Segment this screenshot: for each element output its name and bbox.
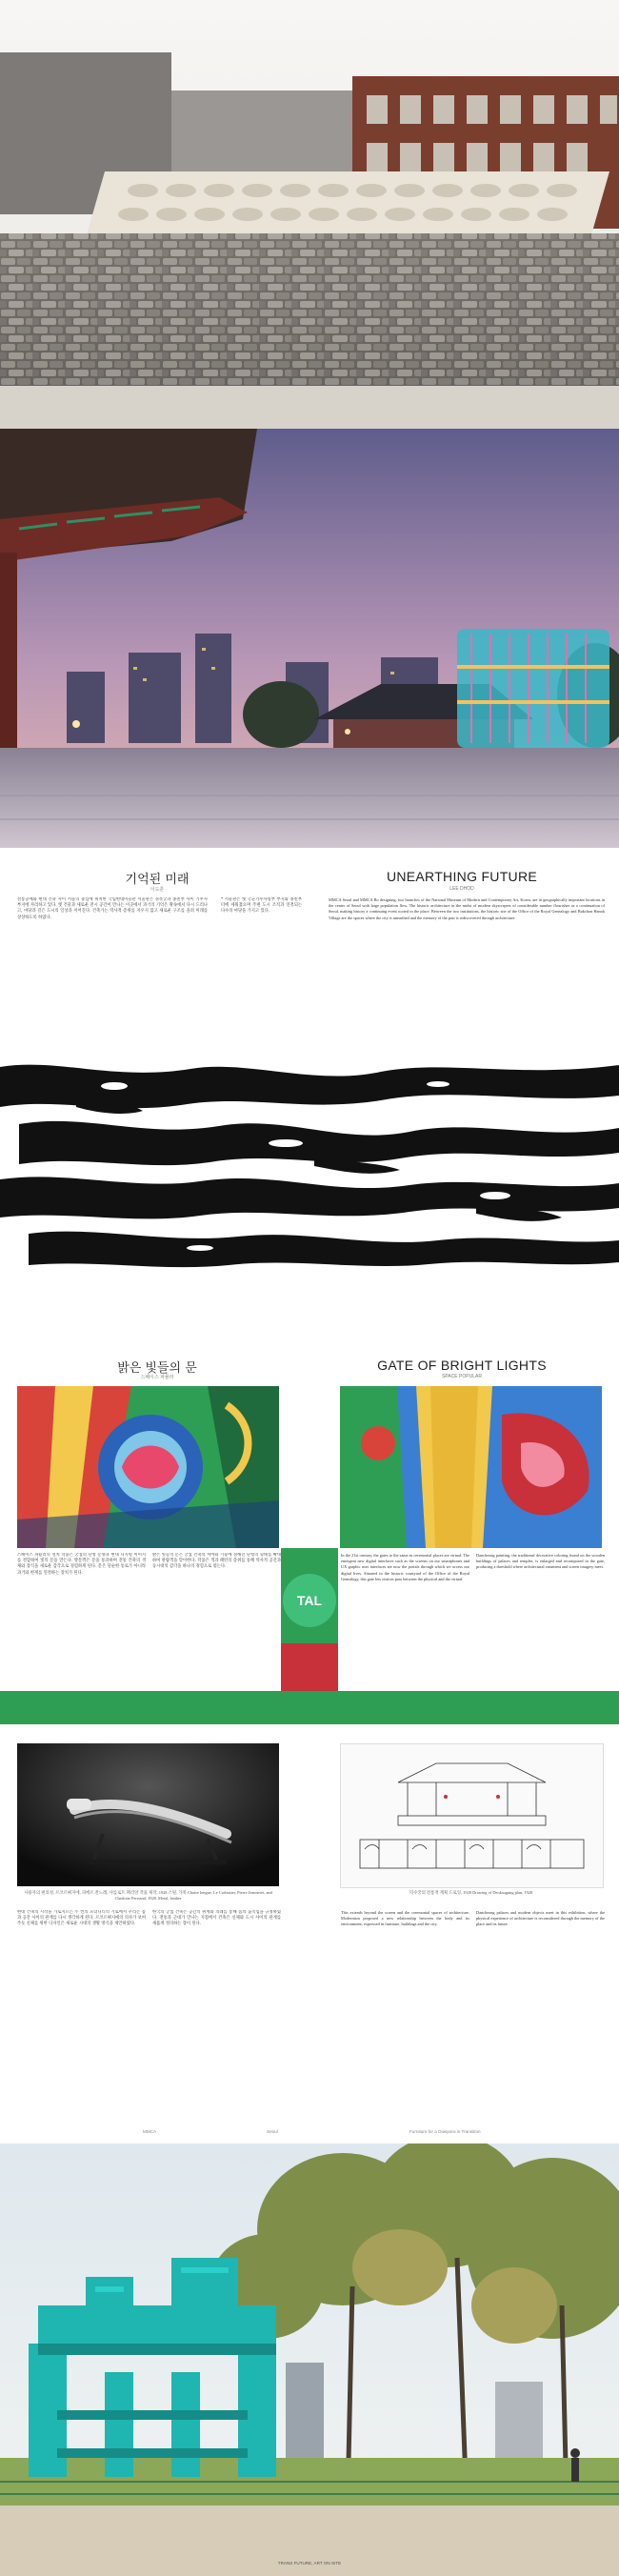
ko-body-chaise-right: 한국의 궁궐 건축은 공간의 위계와 의례를 통해 몸의 움직임을 규정하였다. 전통과 근대가 만나는 지점에서 건축은 신체와 도시 사이의 관계를 새롭게 정의하는 장이 된다. <box>152 1910 281 1927</box>
en-byline: LEE DHOD <box>449 886 474 892</box>
en-body-gate-left: In the 21st century, the gates to the same as ceremonial places are virtual. The emergent new digital interfaces such as the screens on our smartphones and UX graphic user interfaces are now the portals through which we access our digital lives. Situated in the historic courtyard of the Office of the Royal Genealogy, this gate lets visitors pass between the physical and the virtual. <box>341 1553 469 1581</box>
ko-byline: 이도훈 <box>150 887 165 893</box>
ko-title-unearthing-future: 기억된 미래 <box>125 873 190 887</box>
dancheong-image-right <box>340 1386 602 1548</box>
tal-graphic <box>281 1548 338 1691</box>
folio-left: MMCA <box>143 2129 157 2134</box>
folio-right: Furniture for a Diaspora in Transition <box>409 2129 481 2134</box>
palace-drawing-graphic <box>341 1744 603 1887</box>
photo-teal-sculpture-park <box>0 2143 619 2576</box>
gate-bottom-strip <box>0 1691 619 1724</box>
brush-stroke-artwork <box>0 1057 619 1272</box>
spread-gate-of-bright-lights <box>0 1272 619 1724</box>
chaise-longue-photo <box>17 1743 279 1886</box>
dancheong-image-left <box>17 1386 279 1548</box>
dancheong-right-graphic <box>340 1386 602 1548</box>
en-body-gate-right: Dancheong painting, the traditional decorative coloring found on the wooden buildings of palaces and temples, is enlarged and recomposed in the gate, producing a threshold where architectural ornament and screen imagery meet. <box>476 1553 605 1570</box>
ko-sidenote: * 서울관은 옛 국군기무사령부 부지와 종친부 터에 세워졌으며 주변 도시 조직과 연결되는 다수의 마당을 가지고 있다. <box>221 897 302 915</box>
caption-palace-drawing: 덕수궁의 전통적 계획 드로잉, 1928 Drawing of Deoksugung plan, 1928 <box>409 1890 533 1895</box>
ko-body-gate-right: 밝은 빛들의 문은 궁궐 건축의 처마와 기둥에 칠해진 단청의 형태를 확대하여 관람객을 맞이한다. 작품은 색과 패턴의 층위를 통해 역사적 공간과 동시대의 감각을 하나의 경험으로 엮는다. <box>152 1553 281 1570</box>
dancheong-left-graphic <box>17 1386 279 1548</box>
ko-body-chaise-left: 현대 건축의 시작을 가로지르는 두 번의 모더니티의 기로에서 우리는 몸과 공간 사이의 관계를 다시 생각하게 된다. 르코르뷔지에의 의자가 보여주듯 신체를 위한 디자인은 새로운 시대의 생활 방식을 제안하였다. <box>17 1910 146 1927</box>
spread-unearthing-future <box>0 848 619 1067</box>
stone-wall-photo-graphic <box>0 0 619 429</box>
photo-dusk-palace-pavilion <box>0 429 619 848</box>
photo-stone-wall-museum <box>0 0 619 429</box>
ko-title-gate: 밝은 빛들의 문 <box>117 1361 197 1376</box>
teal-sculpture-graphic <box>0 2143 619 2576</box>
brush-stroke-graphic <box>0 1057 619 1272</box>
svg-text:TAL: TAL <box>296 1593 323 1608</box>
bottom-credit: TRANS FUTURE, ART ON SITE <box>277 2561 342 2566</box>
en-body-text: MMCA Seoul and MMCA Bo designing, two branches of the National Museum of Modern and Contemporary Art, Korea, are in geographically important locations in the center of Seoul with large population flow. The historic architecture in the midst of modern skyscrapers of considerable number flourishes as a continuation of Seoul, making history a continuing event rooted in the place. Between the two institutions, the historic site of the Office of the Royal Genealogy and Bukchon Hanok Village are the spaces where the city is unearthed and the memory of the past is rediscovered through architecture. <box>329 897 605 920</box>
ko-body-gate-left: 스페이스 파퓰러의 설치 작품은 궁궐의 단청 문양과 현대 디지털 이미지를 결합하여 빛의 문을 만든다. 방문객은 문을 통과하며 전통 건축의 색채와 장식을 새로운 감각으로 경험하게 된다. 문은 단순한 통로가 아니라 과거와 현재를 연결하는 장치가 된다. <box>17 1553 146 1576</box>
ko-byline-gate: 스페이스 파퓰러 <box>140 1375 174 1380</box>
en-byline-gate: SPACE POPULAR <box>442 1374 482 1379</box>
ko-body-text: 전통공예와 현대 건축 사이 서울의 중심에 위치한 국립현대미술관 서울관은 경복궁과 종친부 사이 기무사 부지에 자리하고 있다. 옛 건물과 새로운 전시 공간이 만나는 이곳에서 과거의 기억은 땅속에서 다시 드러나고, 마당과 길은 도시의 일상과 이어진다. 건축가는 역사적 층위를 지우지 않고 새로운 구조를 올려 미래를 상상하도록 하였다. <box>17 897 208 920</box>
tal-image-center <box>281 1548 338 1691</box>
dusk-palace-photo-graphic <box>0 429 619 848</box>
spread-chaise-and-drawing <box>0 1724 619 2143</box>
caption-chaise-longue: 사용자의 편의성, 르코르뷔지에, 피에르 잔느레, 샤를로트 페리앙 작품 제작, 1928 스틸, 가죽 Chaise longue, Le Corbusier, Pierre Jeanneret, and Charlotte Perriand, 1928. Metal, leather <box>24 1890 272 1901</box>
en-body-chaise-left: This extends beyond the screen and the ceremonial spaces of architecture. Modernism proposed a new relationship between the body and its environment, expressed in furniture, buildings and the city. <box>341 1910 469 1927</box>
chaise-longue-graphic <box>17 1743 279 1886</box>
en-title-gate: GATE OF BRIGHT LIGHTS <box>377 1358 547 1373</box>
en-title-unearthing-future: UNEARTHING FUTURE <box>386 869 538 884</box>
en-body-chaise-right: Dancheong palaces and modern objects meet in this exhibition, where the physical experience of architecture is reconsidered through the memory of the place and its future. <box>476 1910 605 1927</box>
palace-plan-drawing <box>340 1743 604 1888</box>
folio-center: Seoul <box>267 2129 278 2134</box>
